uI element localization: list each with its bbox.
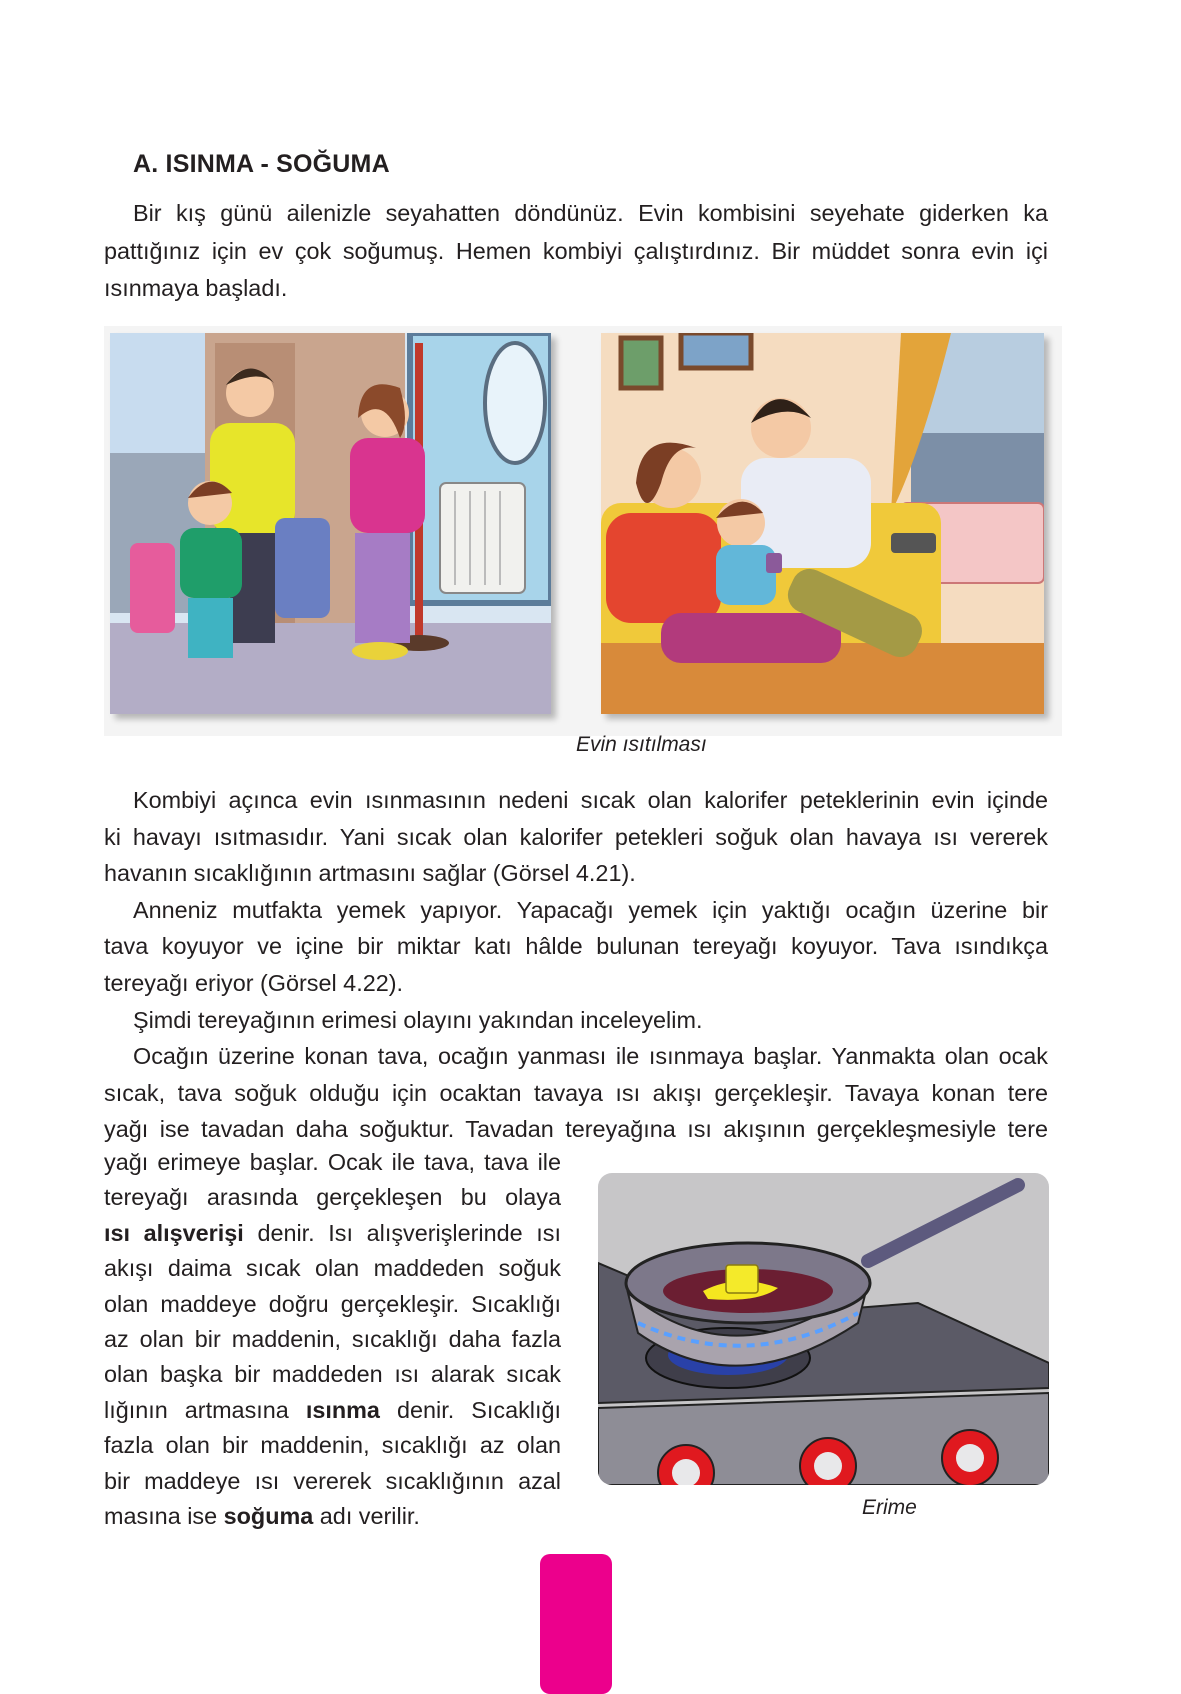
section-title: A. ISINMA - SOĞUMA <box>133 150 390 178</box>
figure-caption-home-heating: Evin ısıtılması <box>576 733 707 756</box>
text-segment: Kombiyi açınca evin ısınmasının nedeni sıcak olan kalorifer peteklerinin evin içinde <box>133 787 1048 813</box>
text-line <box>104 819 1048 856</box>
text-line <box>104 233 1048 271</box>
text-line <box>104 855 1048 892</box>
text-segment: akışı daima sıcak olan maddeden soğuk <box>104 1255 561 1282</box>
text-line <box>104 270 1048 308</box>
text-segment: tereyağı arasında gerçekleşen bu olaya <box>104 1184 561 1211</box>
text-line <box>104 1393 561 1428</box>
text-segment: Şimdi tereyağının erimesi olayını yakından inceleyelim. <box>133 1006 703 1033</box>
text-segment: denir. Isı alışverişlerinde ısı <box>243 1219 561 1246</box>
text-line <box>104 1180 561 1215</box>
text-segment: yağı erimeye başlar. Ocak ile tava, tava ile <box>104 1149 561 1175</box>
text-segment: Anneniz mutfakta yemek yapıyor. Yapacağı yemek için yaktığı ocağın üzerine bir <box>133 896 1048 923</box>
illustration-family-arriving <box>110 333 551 714</box>
text-segment: az olan bir maddenin, sıcaklığı daha fazla <box>104 1325 561 1352</box>
illustration-butter-melting <box>598 1173 1049 1485</box>
text-line <box>104 892 1048 929</box>
illustration-family-living-room <box>601 333 1044 714</box>
text-line <box>104 1322 561 1357</box>
text-line <box>104 965 1048 1002</box>
text-segment: Ocağın üzerine konan tava, ocağın yanması ile ısınmaya başlar. Yanmakta olan ocak <box>133 1043 1048 1070</box>
text-segment: tava koyuyor ve içine bir miktar katı hâlde bulunan tereyağı koyuyor. Tava ısındıkça <box>104 933 1048 960</box>
text-segment: pattığınız için ev çok soğumuş. Hemen kombiyi çalıştırdınız. Bir müddet sonra evin içi <box>104 237 1048 264</box>
text-line <box>104 1145 561 1180</box>
text-segment: Bir kış günü ailenizle seyahatten döndünüz. Evin kombisini seyehate giderken ka <box>133 200 1048 226</box>
text-line <box>104 1038 1048 1075</box>
text-segment: ısınmaya başladı. <box>104 275 288 302</box>
text-segment: masına ise <box>104 1502 224 1529</box>
text-segment: lığının artmasına <box>104 1396 306 1423</box>
text-line <box>104 1251 561 1286</box>
bold-term: ısı alışverişi <box>104 1219 244 1246</box>
text-segment: adı verilir. <box>313 1502 420 1529</box>
text-segment: havanın sıcaklığının artmasını sağlar (Görsel 4.21). <box>104 860 636 887</box>
text-line <box>104 1111 1048 1148</box>
bold-term: soğuma <box>223 1502 314 1529</box>
text-segment: olan maddeye doğru gerçekleşir. Sıcaklığı <box>104 1290 561 1317</box>
intro-paragraph <box>104 195 1048 308</box>
text-segment: olan başka bir maddeden ısı alarak sıcak <box>104 1361 561 1388</box>
text-line <box>104 1357 561 1392</box>
figure-caption-melting: Erime <box>862 1496 917 1519</box>
text-line <box>104 1428 561 1463</box>
text-segment: sıcak, tava soğuk olduğu için ocaktan tavaya ısı akışı gerçekleşir. Tavaya konan tere <box>104 1079 1048 1106</box>
text-line <box>104 1499 561 1534</box>
heat-exchange-paragraph <box>104 1145 561 1534</box>
body-paragraphs <box>104 782 1048 1148</box>
text-line <box>104 195 1048 233</box>
text-segment: yağı ise tavadan daha soğuktur. Tavadan tereyağına ısı akışının gerçekleşmesiyle tere <box>104 1116 1048 1143</box>
text-line <box>104 1075 1048 1112</box>
page-tab-marker <box>540 1554 612 1694</box>
text-line <box>104 782 1048 819</box>
text-line <box>104 1216 561 1251</box>
bold-term: ısınma <box>305 1396 380 1423</box>
text-segment: bir maddeye ısı vererek sıcaklığının azal <box>104 1467 561 1494</box>
text-line <box>104 1002 1048 1039</box>
text-segment: tereyağı eriyor (Görsel 4.22). <box>104 969 403 996</box>
text-segment: ki havayı ısıtmasıdır. Yani sıcak olan kalorifer petekleri soğuk olan havaya ısı vererek <box>104 823 1048 850</box>
text-line <box>104 928 1048 965</box>
text-line <box>104 1464 561 1499</box>
text-line <box>104 1287 561 1322</box>
text-segment: denir. Sıcaklığı <box>379 1396 561 1423</box>
text-segment: fazla olan bir maddenin, sıcaklığı az olan <box>104 1432 561 1459</box>
